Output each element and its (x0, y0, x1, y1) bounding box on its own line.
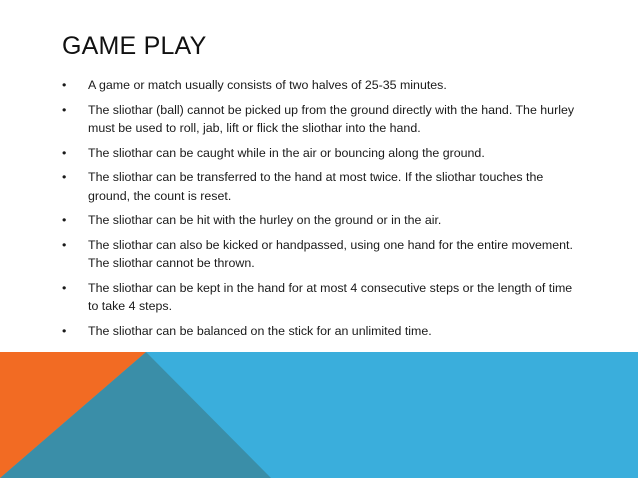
bullet-item (62, 236, 582, 272)
decorative-bottom-band (0, 352, 638, 478)
bullet-marker: • (62, 213, 67, 228)
bullet-item (62, 279, 582, 315)
bullet-text: The sliothar can be hit with the hurley on the ground or in the air. (88, 213, 442, 228)
bullet-marker: • (62, 280, 67, 295)
bullet-item (62, 322, 582, 340)
bullet-item (62, 211, 582, 229)
bullet-text: The sliothar can be caught while in the air or bouncing along the ground. (88, 145, 485, 160)
bullet-item (62, 101, 582, 137)
slide-title: GAME PLAY (62, 32, 207, 60)
bullet-marker: • (62, 102, 67, 117)
bullet-item (62, 76, 582, 94)
bullet-text: The sliothar can also be kicked or handpassed, using one hand for the entire movement. The sliothar cannot be thrown. (88, 237, 573, 271)
bullet-text: The sliothar can be kept in the hand for at most 4 consecutive steps or the length of time to take 4 steps. (88, 280, 573, 314)
bullet-text: The sliothar can be balanced on the stick for an unlimited time. (88, 323, 432, 338)
bullet-list (62, 76, 582, 346)
bullet-item (62, 144, 582, 162)
bullet-item (62, 168, 582, 204)
bullet-text: A game or match usually consists of two halves of 25-35 minutes. (88, 78, 447, 92)
bullet-text: The sliothar (ball) cannot be picked up from the ground directly with the hand. The hurley must be used to roll, jab, lift or flick the sliothar into the hand. (88, 102, 575, 135)
bullet-marker: • (62, 323, 67, 338)
bullet-marker: • (62, 78, 67, 92)
bullet-marker: • (62, 145, 67, 160)
bullet-marker: • (62, 170, 67, 185)
bullet-text: The sliothar can be transferred to the hand at most twice. If the sliothar touches the ground, the count is reset. (88, 170, 544, 203)
bullet-marker: • (62, 237, 67, 252)
